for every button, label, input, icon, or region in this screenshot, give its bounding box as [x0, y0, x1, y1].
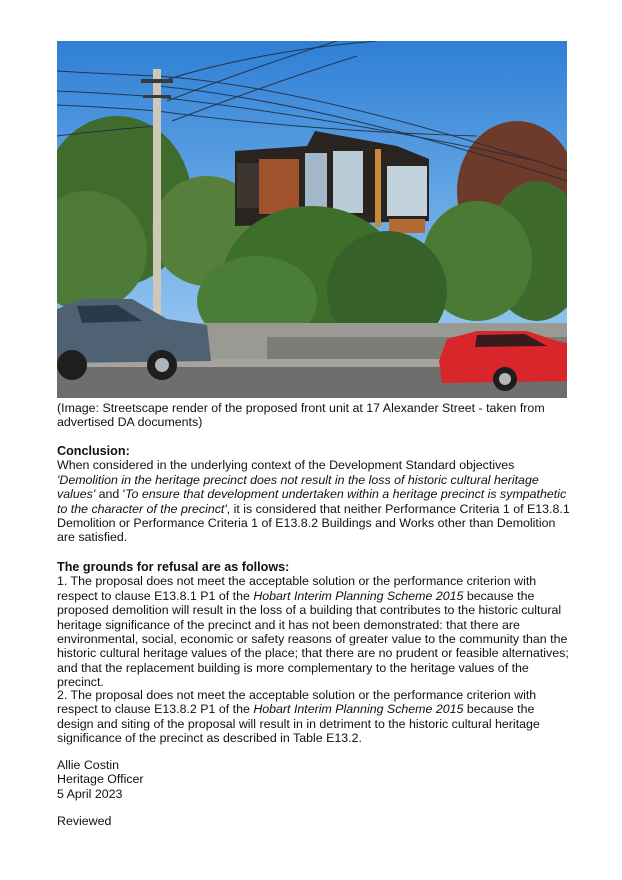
conclusion-intro: When considered in the underlying context of the Development Standard objectives — [57, 458, 515, 473]
streetscape-render-image — [57, 41, 567, 398]
grounds-item-2-block — [57, 688, 572, 746]
caption-text: (Image: Streetscape render of the proposed front unit at 17 Alexander Street - taken from advertised DA documents) — [57, 401, 545, 430]
signatory-name: Allie Costin — [57, 758, 119, 772]
conclusion-join: and ' — [95, 487, 126, 502]
image-caption — [57, 401, 572, 430]
conclusion-rest: , it is considered that neither Performance Criteria 1 of E13.8.1 Demolition or Performance Criteria 1 of E13.8.2 Buildings and Works other than Demolition are satisfied. — [57, 501, 570, 545]
grounds-item-1-after: because the proposed demolition will result in the loss of a building that contributes to the historic cultural heritage significance of the precinct and it has not been demonstrated: that there are environmental, social, economic or safety reasons of greater value to the community than the historic cultural heritage values of the place; that there are no prudent or feasible alternatives; and that the replacement building is more complementary to the heritage values of the precinct. — [57, 588, 569, 690]
conclusion-heading: Conclusion: — [57, 444, 130, 458]
grounds-item-2-before: 2. The proposal does not meet the acceptable solution or the performance criterion with respect to clause E13.8.2 P1 of the — [57, 688, 537, 717]
reviewed-label: Reviewed — [57, 814, 112, 828]
grounds-item-1 — [57, 574, 572, 689]
planning-scheme-name-1: Hobart Interim Planning Scheme 2015 — [253, 588, 464, 603]
planning-scheme-name-2: Hobart Interim Planning Scheme 2015 — [253, 702, 464, 717]
conclusion-quote-1: 'Demolition in the heritage precinct does not result in the loss of historic cultural heritage values' — [57, 472, 539, 502]
grounds-item-2-after: because the design and siting of the proposal will result in in detriment to the historic cultural heritage significance of the precinct as described in Table E13.2. — [57, 702, 540, 746]
grounds-heading: The grounds for refusal are as follows: — [57, 560, 290, 574]
signatory-title: Heritage Officer — [57, 772, 144, 787]
conclusion-paragraph — [57, 458, 572, 544]
grounds-section — [57, 560, 572, 690]
conclusion-section — [57, 444, 572, 545]
signature-date: 5 April 2023 — [57, 786, 123, 801]
conclusion-quote-2: To ensure that development undertaken within a heritage precinct is sympathetic to the character of the precinct' — [57, 487, 567, 516]
signature-block — [57, 758, 572, 801]
grounds-item-2 — [57, 688, 572, 746]
grounds-item-1-before: 1. The proposal does not meet the acceptable solution or the performance criterion with respect to clause E13.8.1 P1 of the — [57, 574, 537, 603]
